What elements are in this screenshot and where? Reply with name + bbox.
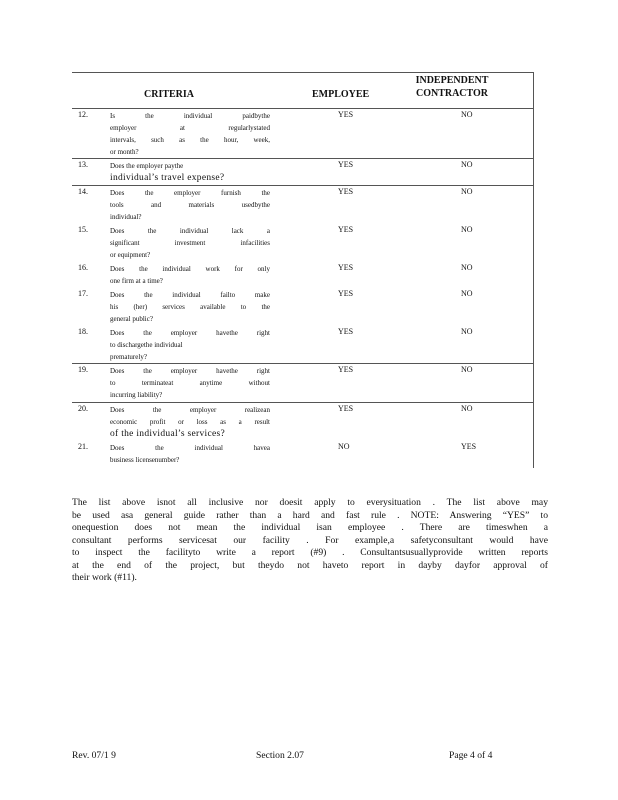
row-number: 17.: [78, 289, 88, 298]
question-line: of the individual’s services?: [110, 429, 226, 439]
table-row: [72, 262, 534, 288]
row-question: [110, 442, 270, 466]
question-line: Does the employer havethe right: [110, 367, 270, 375]
question-line: Does the individual havea: [110, 444, 270, 452]
contractor-answer: NO: [461, 327, 473, 336]
question-line: individual?: [110, 213, 142, 221]
footer-section: Section 2.07: [256, 750, 304, 761]
footer-page-number: Page 4 of 4: [449, 750, 493, 761]
table-row: [72, 403, 534, 441]
employee-answer: NO: [338, 442, 350, 451]
row-number: 14.: [78, 187, 88, 196]
row-number: 18.: [78, 327, 88, 336]
question-line: Does the employer furnish the: [110, 189, 270, 197]
question-line: to dischargethe individual: [110, 341, 183, 349]
employee-answer: YES: [338, 263, 354, 272]
question-line: or equipment?: [110, 251, 151, 259]
table-row: [72, 441, 534, 467]
employee-answer: YES: [338, 160, 354, 169]
question-line: incurring liability?: [110, 391, 163, 399]
contractor-answer: NO: [461, 289, 473, 298]
employee-answer: YES: [338, 187, 354, 196]
question-line: Does the individual work for only: [110, 265, 270, 273]
table-header: [72, 72, 534, 109]
employee-answer: YES: [338, 289, 354, 298]
row-number: 12.: [78, 110, 88, 119]
row-question: [110, 187, 270, 223]
question-line: individual’s travel expense?: [110, 173, 225, 183]
question-line: Does the employer realizean: [110, 406, 270, 414]
paragraph-line: at the end of the project, but theydo not haveto report in dayby dayfor approval of: [72, 559, 548, 571]
row-question: [110, 365, 270, 401]
contractor-answer: YES: [461, 442, 477, 451]
footer-revision: Rev. 07/1 9: [72, 750, 116, 761]
employee-answer: YES: [338, 404, 354, 413]
criteria-header: CRITERIA: [144, 89, 195, 100]
contractor-answer: NO: [461, 110, 473, 119]
paragraph-line: The list above isnot all inclusive nor doesit apply to everysituation . The list above may: [72, 497, 548, 508]
table-row: [72, 109, 534, 159]
row-question: [110, 110, 270, 158]
question-line: significant investment infacilities: [110, 239, 270, 247]
question-line: business licensenumber?: [110, 456, 180, 464]
question-line: one firm at a time?: [110, 277, 163, 285]
question-line: Is the individual paidbythe: [110, 112, 270, 120]
question-line: or month?: [110, 148, 139, 156]
row-number: 15.: [78, 225, 88, 234]
row-question: [110, 225, 270, 261]
independent-contractor-header: [407, 74, 497, 100]
contractor-answer: NO: [461, 404, 473, 413]
criteria-table: [72, 72, 534, 467]
contractor-answer: NO: [461, 187, 473, 196]
table-row: [72, 186, 534, 224]
row-question: [110, 327, 270, 363]
row-number: 19.: [78, 365, 88, 374]
question-line: Does the individual failto make: [110, 291, 270, 299]
table-row: [72, 159, 534, 186]
contractor-answer: NO: [461, 160, 473, 169]
contractor-answer: NO: [461, 263, 473, 272]
row-number: 16.: [78, 263, 88, 272]
paragraph-line: be used asa general guide rather than a hard and fast rule . NOTE: Answering “YES” to: [72, 509, 548, 521]
independent-contractor-header-line1: INDEPENDENT: [415, 75, 489, 86]
table-row: [72, 288, 534, 326]
row-number: 13.: [78, 160, 88, 169]
independent-contractor-header-line2: CONTRACTOR: [415, 88, 489, 99]
employee-answer: YES: [338, 365, 354, 374]
question-line: to terminateat anytime without: [110, 379, 270, 387]
table-row: [72, 364, 534, 403]
paragraph-line: consultant performs servicesat our facility . For example,a safetyconsultant would have: [72, 534, 548, 546]
row-question: [110, 404, 270, 440]
question-line: Does the employer havethe right: [110, 329, 270, 337]
question-line: prematurely?: [110, 353, 147, 361]
paragraph-line: onequestion does not mean the individual isan employee . There are timeswhen a: [72, 522, 548, 533]
contractor-answer: NO: [461, 225, 473, 234]
employee-answer: YES: [338, 110, 354, 119]
question-line: employer at regularlystated: [110, 124, 270, 132]
row-number: 20.: [78, 404, 88, 413]
row-number: 21.: [78, 442, 88, 451]
table-row: [72, 224, 534, 262]
row-question: [110, 263, 270, 287]
question-line: tools and materials usedbythe: [110, 201, 270, 209]
employee-answer: YES: [338, 225, 354, 234]
paragraph-line: their work (#11).: [72, 572, 137, 583]
question-line: Does the individual lack a: [110, 227, 270, 235]
contractor-answer: NO: [461, 365, 473, 374]
question-line: intervals, such as the hour, week,: [110, 136, 270, 144]
table-row: [72, 326, 534, 364]
row-question: [110, 289, 270, 325]
explanatory-paragraph: [72, 497, 548, 585]
question-line: economic profit or loss as a result: [110, 418, 270, 426]
row-question: [110, 160, 270, 184]
question-line: general public?: [110, 315, 153, 323]
employee-answer: YES: [338, 327, 354, 336]
employee-header: EMPLOYEE: [312, 89, 370, 100]
question-line: Does the employer paythe: [110, 162, 184, 170]
question-line: his (her) services available to the: [110, 303, 270, 311]
paragraph-line: to inspect the facilityto write a report (#9) . Consultantsusuallyprovide written reports: [72, 547, 548, 558]
